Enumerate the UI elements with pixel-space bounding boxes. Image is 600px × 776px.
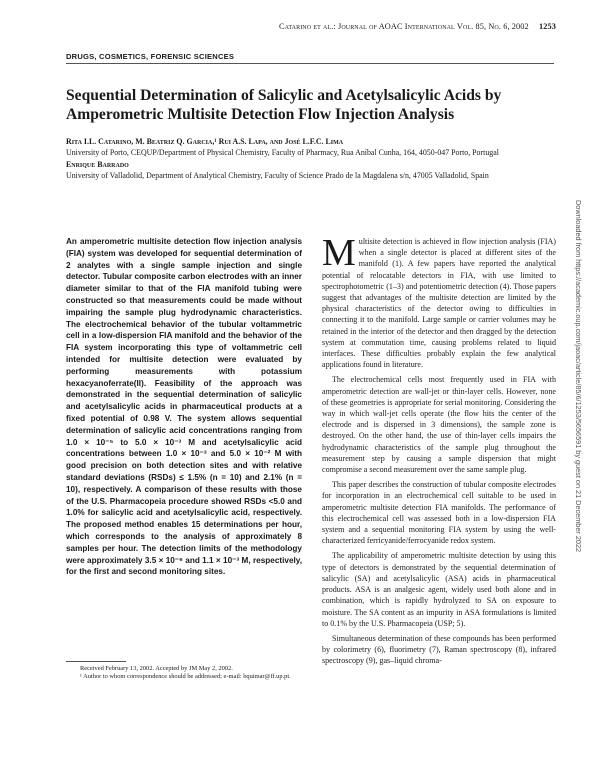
body-paragraph-2: The electrochemical cells most frequently used in FIA with amperometric detection are wall-jet or thin-layer cells. However, none of these geometries is appropriate for serial monitoring. Considering the way in which wall-jet cells operate (the flow hits the center of the electrode and is dispersed in 3 dimensions), the sample zone is destroyed. On the other hand, the use of thin-layer cells impairs the hydrodynamic characteristics of the sample plug throughout the measurement step by causing a sample dispersion that might compromise a second measurement over the same sample plug. bbox=[322, 375, 556, 475]
article-title: Sequential Determination of Salicylic and Acetylsalicylic Acids by Amperometric Multisite Detection Flow Injection Analysis bbox=[66, 87, 502, 123]
body-paragraph-4: The applicability of amperometric multisite detection by using this type of detectors is demonstrated by the sequential determination of salicylic (SA) and acetylsalicylic (ASA) acids in pharmaceutical products. ASA is an analgesic agent, widely used both alone and in combination, which is rapidly hydrolyzed to SA on exposure to moisture. The SA content as an impurity in ASA formulations is limited to 0.1% by the U.S. Pharmacopeia (USP; 5). bbox=[322, 551, 556, 628]
running-head bbox=[279, 22, 556, 31]
body-paragraph-3: This paper describes the construction of tubular composite electrodes for incorporation in an electrochemical cell suitable to be used in amperometric multisite detection FIA manifolds. The performance of this electrochemical cell was assessed both in a low-dispersion FIA system and a sequential monitoring FIA system by using the well-characterized ferricyanide/ferrocyanide redox system. bbox=[322, 480, 556, 546]
author-names-primary: Rita I.L. Catarino, M. Beatriz Q. Garcia,¹ Rui A.S. Lapa, and José L.F.C. Lima bbox=[66, 137, 344, 146]
footnote-divider bbox=[66, 661, 126, 662]
download-watermark[interactable]: Downloaded from https://academic.oup.com/jaoac/article/85/6/1253/5656591 by guest on 21 December 2022 bbox=[574, 200, 583, 553]
abstract-text: An amperometric multisite detection flow injection analysis (FIA) system was developed for sequential determination of 2 analytes with a single sample injection and single detector. Tubular composite carbon electrodes with an inner diameter similar to that of the FIA manifold tubing were constructed so that measurements could be made without impairing the sample plug hydrodynamic characteristics. The electrochemical behavior of the tubular voltammetric cell in a low-dispersion FIA manifold and the behavior of the FIA system incorporating this type of voltammetric cell intended for multisite detection were evaluated by performing measurements with potassium hexacyanoferrate(II). Feasibility of the approach was demonstrated in the sequential determination of salicylic and acetylsalicylic acids in pharmaceutical products at a fixed potential of 0.98 V. The system allows sequential determination of salicylic acid concentrations ranging from 1.0 × 10⁻⁵ to 5.0 × 10⁻³ M and acetylsalicylic acid concentrations between 1.0 × 10⁻³ and 5.0 × 10⁻² M with good precision on both detection sites and with relative standard deviations (RSDs) ≤ 1.5% (n = 10) and 2.1% (n = 10), respectively. A comparison of these results with those of the U.S. Pharmacopeia procedure showed RSDs <5.0 and 1.0% for salicylic acid and acetylsalicylic acid, respectively. The proposed method enables 15 determinations per hour, which corresponds to the analysis of approximately 8 samples per hour. The detection limits of the methodology were approximately 3.5 × 10⁻⁶ and 1.1 × 10⁻³ M, respectively, for the first and second monitoring sites. bbox=[66, 237, 302, 577]
correspondence-note: ¹ Author to whom correspondence should be addressed; e-mail: bquimar@ff.up.pt. bbox=[80, 673, 291, 681]
running-head-text: Catarino et al.: Journal of AOAC International Vol. 85, No. 6, 2002 bbox=[278, 22, 529, 31]
received-note: Received February 13, 2002. Accepted by JM May 2, 2002. bbox=[80, 665, 233, 672]
page-number: 1253 bbox=[539, 22, 556, 31]
body-paragraph-1 bbox=[322, 232, 556, 370]
affiliation-secondary: University of Valladolid, Department of Analytical Chemistry, Faculty of Science Prado de la Magdalena s/n, 47005 Valladolid, Spain bbox=[66, 171, 489, 181]
body-paragraph-5: Simultaneous determination of these compounds has been performed by colorimetry (6), fluorimetry (7), Raman spectroscopy (8), infrared spectroscopy (9), gas–liquid chroma- bbox=[322, 633, 556, 666]
body-column bbox=[322, 232, 556, 667]
section-label: DRUGS, COSMETICS, FORENSIC SCIENCES bbox=[66, 52, 235, 61]
drop-cap: M bbox=[322, 232, 356, 274]
body-paragraph-1-text: ultisite detection is achieved in flow injection analysis (FIA) when a single detector is placed at different sites of the manifold (1). A few papers have reported the analytical potential of relocatable detectors in FIA, with use limited to spectrophotometric (1–3) and potentiometric detection (4). Those papers suggest that advantages of the multisite detection are limited by the physical characteristics of the detector owing to difficulties in connecting it to the manifold. Large sample or carrier volumes may be retained in the interior of the detector and then dragged by the detection system at commutation time, causing problems related to liquid interfaces. These difficulties probably explain the few analytical applications found in literature. bbox=[322, 237, 556, 370]
author-block bbox=[66, 136, 556, 182]
section-divider bbox=[66, 63, 554, 64]
author-names-secondary: Enrique Barrado bbox=[66, 159, 129, 169]
abstract bbox=[66, 236, 302, 578]
footnotes bbox=[80, 665, 300, 681]
affiliation-primary: University of Porto, CEQUP/Department of Physical Chemistry, Faculty of Pharmacy, Rua Aníbal Cunha, 164, 4050-047 Porto, Portugal bbox=[66, 148, 499, 158]
